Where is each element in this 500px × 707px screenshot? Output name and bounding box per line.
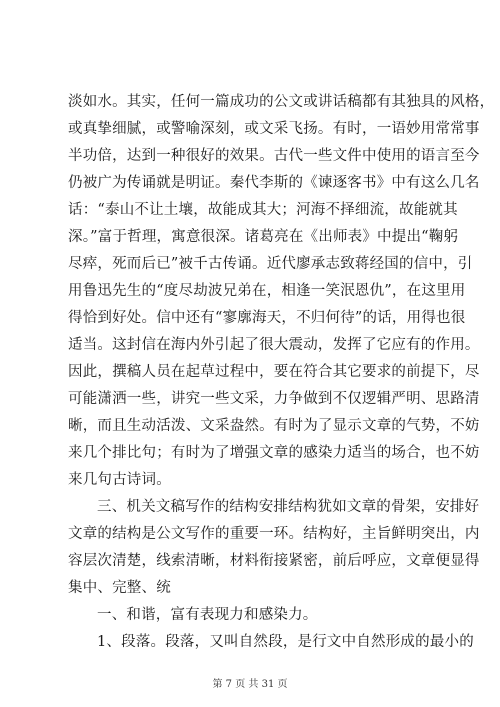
- text-line: 用鲁迅先生的“度尽劫波兄弟在，相逢一笑泯恩仇”，在这里用: [68, 283, 466, 299]
- text-line: 1、段落。段落，又叫自然段，是行文中自然形成的最小的: [97, 634, 474, 650]
- text-line: 一、和谐，富有表现力和感染力。: [97, 607, 318, 623]
- text-line: 仍被广为传诵就是明证。秦代李斯的《谏逐客书》中有这么几名: [68, 175, 480, 191]
- text-line: 因此，撰稿人员在起草过程中，要在符合其它要求的前提下，尽: [68, 364, 480, 380]
- text-line: 深。”富于哲理，寓意很深。诸葛亮在《出师表》中提出“鞠躬: [68, 229, 459, 245]
- text-line: 话：“泰山不让土壤，故能成其大；河海不择细流，故能就其: [68, 202, 458, 218]
- text-line: 适当。这封信在海内外引起了很大震动，发挥了它应有的作用。: [68, 337, 480, 353]
- text-line: 半功倍，达到一种很好的效果。古代一些文件中使用的语言至今: [68, 148, 480, 164]
- text-line: 容层次清楚，线索清晰，材料衔接紧密，前后呼应，文章便显得: [68, 553, 480, 569]
- text-line: 或真挚细腻，或警喻深刻，或文采飞扬。有时，一语妙用常常事: [68, 121, 480, 137]
- text-line: 集中、完整、统: [68, 580, 171, 596]
- text-line: 尽瘁，死而后已”被千古传诵。近代廖承志致蒋经国的信中，引: [68, 256, 473, 272]
- text-line: 来几句古诗词。: [68, 472, 171, 488]
- text-line: 来几个排比句；有时为了增强文章的感染力适当的场合，也不妨: [68, 445, 480, 461]
- text-line: 文章的结构是公文写作的重要一环。结构好，主旨鲜明突出，内: [68, 526, 480, 542]
- text-line: 三、机关文稿写作的结构安排结构犹如文章的骨架，安排好: [97, 499, 480, 515]
- text-line: 晰，而且生动活泼、文采盎然。有时为了显示文章的气势，不妨: [68, 418, 480, 434]
- text-line: 得恰到好处。信中还有“寥廓海天，不归何待”的话，用得也很: [68, 310, 466, 326]
- text-line: 可能潇洒一些，讲究一些文采，力争做到不仅逻辑严明、思路清: [68, 391, 480, 407]
- text-line: 淡如水。其实，任何一篇成功的公文或讲话稿都有其独具的风格，: [68, 94, 495, 110]
- page-footer: 第 7 页 共 31 页: [212, 679, 288, 690]
